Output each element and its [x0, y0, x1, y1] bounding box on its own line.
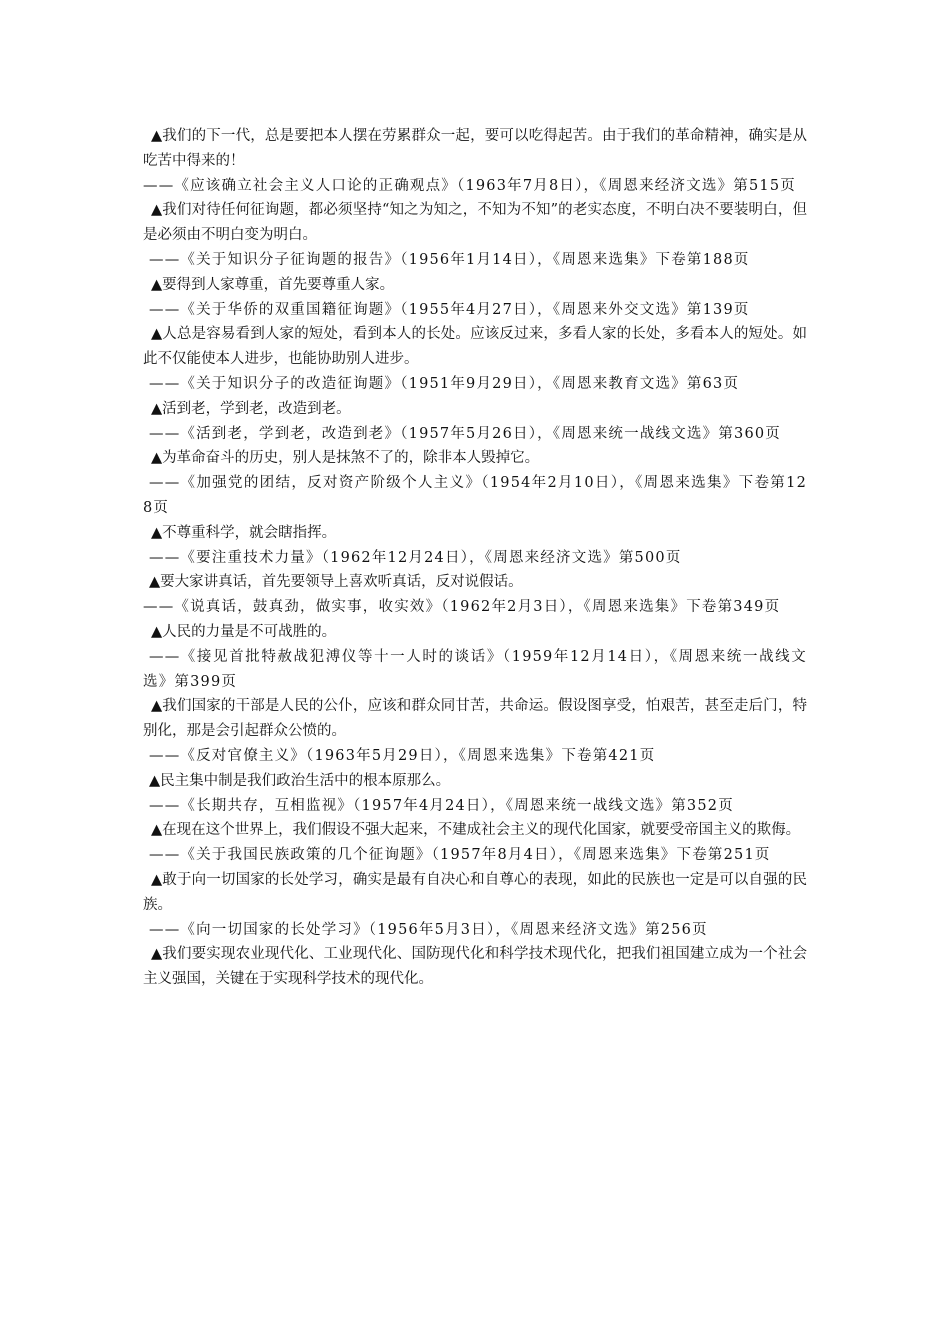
source-11: ——《长期共存，互相监视》（1957年4月24日），《周恩来统一战线文选》第352页	[149, 797, 734, 814]
source-4: ——《关于知识分子的改造征询题》（1951年9月29日），《周恩来教育文选》第63页	[149, 375, 740, 392]
quote-14: ▲我们要实现农业现代化、工业现代化、国防现代化和科学技术现代化，把我们祖国建立成为一个社会主义强国，关键在于实现科学技术的现代化。	[143, 946, 807, 988]
source-12: ——《关于我国民族政策的几个征询题》（1957年8月4日），《周恩来选集》下卷第251页	[149, 847, 771, 864]
source-6: ——《加强党的团结，反对资产阶级个人主义》（1954年2月10日），《周恩来选集》下卷第128页	[143, 475, 807, 516]
source-13: ——《向一切国家的长处学习》（1956年5月3日），《周恩来经济文选》第256页	[149, 921, 708, 938]
quote-7: ▲不尊重科学，就会瞎指挥。	[151, 524, 337, 541]
source-2: ——《关于知识分子征询题的报告》（1956年1月14日），《周恩来选集》下卷第188页	[149, 251, 750, 268]
quote-1: ▲我们的下一代，总是要把本人摆在劳累群众一起，要可以吃得起苦。由于我们的革命精神，确实是从吃苦中得来的！	[143, 128, 807, 169]
source-5: ——《活到老，学到老，改造到老》（1957年5月26日），《周恩来统一战线文选》第360页	[149, 425, 782, 442]
quote-5: ▲活到老，学到老，改造到老。	[151, 400, 351, 417]
quote-2: ▲我们对待任何征询题，都必须坚持“知之为知之，不知为不知”的老实态度，不明白决不要装明白，但是必须由不明白变为明白。	[143, 202, 807, 244]
source-3: ——《关于华侨的双重国籍征询题》（1955年4月27日），《周恩来外交文选》第139页	[149, 301, 750, 318]
quote-3: ▲要得到人家尊重，首先要尊重人家。	[151, 276, 395, 293]
quote-9: ▲人民的力量是不可战胜的。	[151, 623, 337, 640]
quote-13: ▲敢于向一切国家的长处学习，确实是最有自决心和自尊心的表现，如此的民族也一定是可以自强的民族。	[143, 871, 807, 913]
quote-11: ▲民主集中制是我们政治生活中的根本原那么。	[149, 772, 451, 789]
quote-10: ▲我们国家的干部是人民的公仆，应该和群众同甘苦，共命运。假设图享受，怕艰苦，甚至走后门，特别化，那是会引起群众公愤的。	[143, 698, 807, 740]
source-8: ——《说真话，鼓真劲，做实事，收实效》（1962年2月3日），《周恩来选集》下卷第349页	[143, 599, 781, 616]
document-body	[143, 124, 807, 992]
quote-4: ▲人总是容易看到人家的短处，看到本人的长处。应该反过来，多看人家的长处，多看本人的短处。如此不仅能使本人进步，也能协助别人进步。	[143, 326, 807, 368]
source-9: ——《接见首批特赦战犯溥仪等十一人时的谈话》（1959年12月14日），《周恩来统一战线文选》第399页	[143, 648, 807, 690]
quote-8: ▲要大家讲真话，首先要领导上喜欢听真话，反对说假话。	[149, 574, 523, 591]
quote-12: ▲在现在这个世界上，我们假设不强大起来，不建成社会主义的现代化国家，就要受帝国主义的欺侮。	[151, 822, 801, 839]
source-7: ——《要注重技术力量》（1962年12月24日），《周恩来经济文选》第500页	[149, 549, 682, 566]
quote-6: ▲为革命奋斗的历史，别人是抹煞不了的，除非本人毁掉它。	[151, 450, 540, 467]
source-10: ——《反对官僚主义》（1963年5月29日），《周恩来选集》下卷第421页	[149, 747, 656, 764]
source-1: ——《应该确立社会主义人口论的正确观点》（1963年7月8日），《周恩来经济文选》第515页	[143, 177, 796, 194]
